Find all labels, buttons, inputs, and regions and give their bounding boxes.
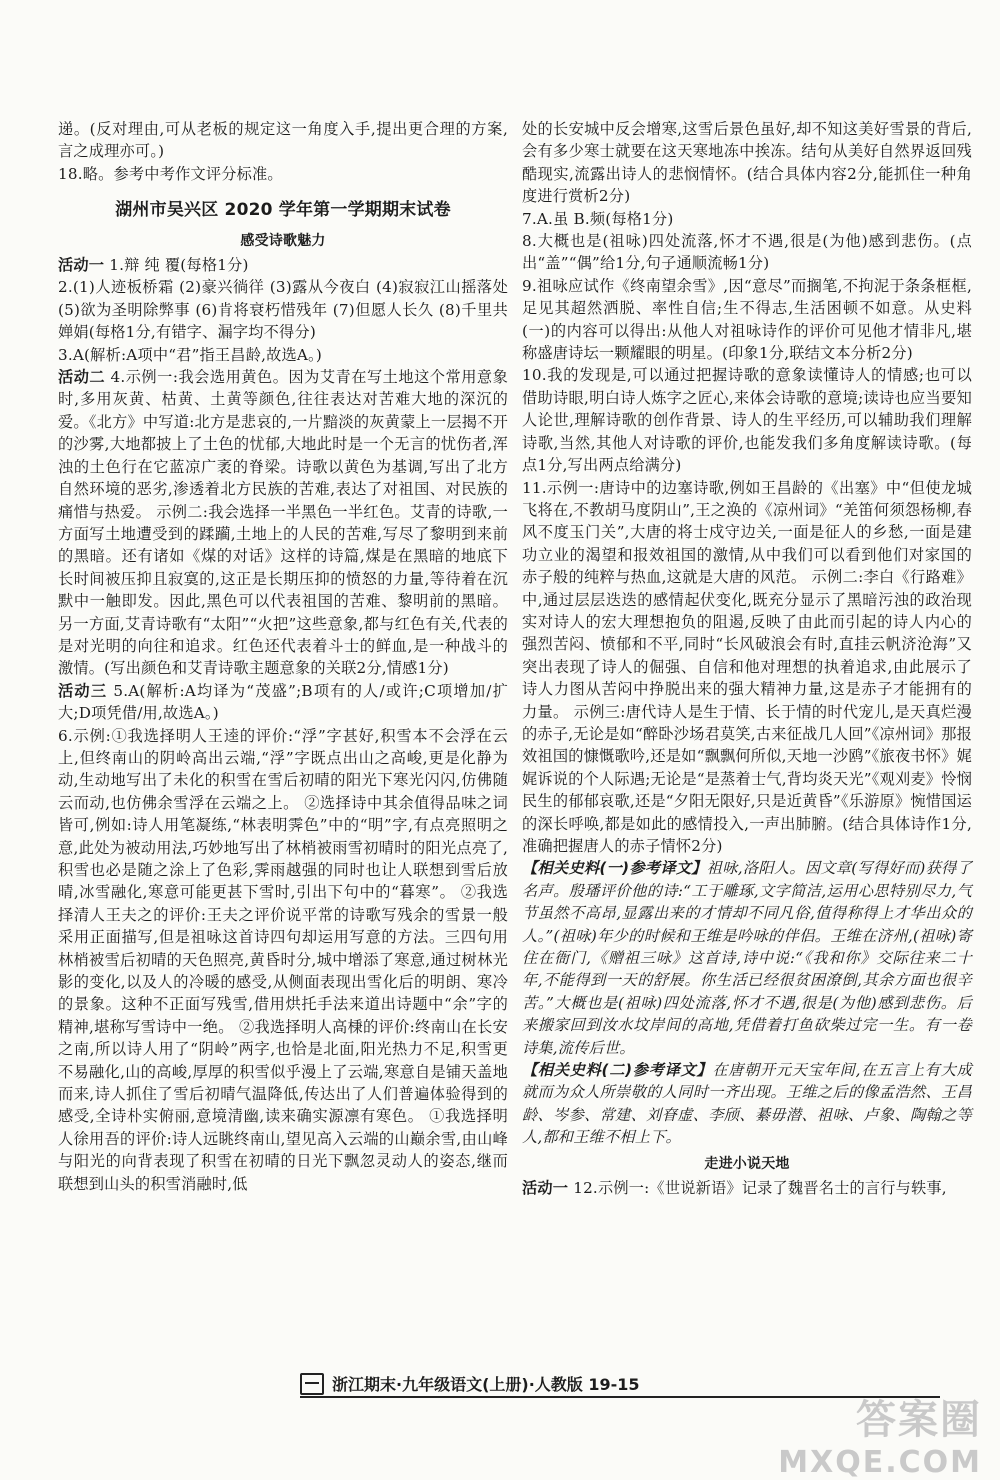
watermark-line: MXQE.COM: [778, 1445, 982, 1480]
reference-paragraph: [522, 857, 972, 1059]
paragraph: 6.示例:①我选择明人王逵的评价:“浮”字甚好,积雪本不会浮在云上,但终南山的阴岭高出云端,“浮”字既点出山之高峻,更是化静为动,生动地写出了未化的积雪在雪后初晴的阳光下寒光闪闪,仿佛随云而动,也仿佛余雪浮在云端之上。 ②选择诗中其余值得品味之词皆可,例如:诗人用笔凝练,“林表明霁色”中的“明”字,有点亮照明之意,此处为被动用法,巧妙地写出了林梢被雨雪初晴时的阳光点亮了,积雪也必是随之涂上了色彩,霁雨越强的同时也让人联想到雪后放晴,冰雪融化,寒意可能更甚下雪时,引出下句中的“暮寒”。 ②我选择清人王夫之的评价:王夫之评价说平常的诗歌写残余的雪景一般采用正面描写,但是祖咏这首诗四句却运用写意的方法。三四句用林梢被雪后初晴的天色照亮,黄昏时分,城中增添了寒意,通过树林光影的变化,以及人的冷暖的感受,从侧面表现出雪化后的明朗、寒冷的景象。这种不正面写残雪,借用烘托手法来道出诗题中“余”字的精神,堪称写雪诗中一绝。 ②我选择明人高棅的评价:终南山在长安之南,所以诗人用了“阴岭”两字,也恰是北面,阳光热力不足,积雪更不易融化,山的高峻,厚厚的积雪似乎漫上了云端,寒意自是铺天盖地而来,诗人抓住了雪后初晴气温降低,传达出了人们普遍体验得到的感受,全诗朴实俯丽,意境清幽,读来确实源凛有寒色。 ①我选择明人徐用吾的评价:诗人远眺终南山,望见高入云端的山巅余雪,由山峰与阳光的向背表现了积雪在初晴的日光下飘忽灵动人的姿态,继而联想到山头的积雪消融时,低: [58, 726, 508, 1193]
left-column: [58, 118, 508, 1195]
paragraph: 18.略。参考中考作文评分标准。: [58, 164, 283, 183]
paragraph: 2.(1)人迹板桥霜 (2)豪兴徜徉 (3)露从今夜白 (4)寂寂江山摇落处 (5)欲为圣明除弊事 (6)肯将衰朽惜残年 (7)但愿人长久 (8)千里共婵娟(每格1分,有错字、漏字均不得分): [58, 278, 508, 342]
reference-label: 【相关史料(二)参考译文】: [522, 1061, 713, 1080]
footer-text: 浙江期末·九年级语文(上册)·人教版 19-15: [332, 1375, 640, 1394]
activity-text: 1.辩 纯 覆(每格1分): [109, 256, 249, 275]
activity-text: 5.A(解析:A均译为“茂盛”;B项有的人/或许;C项增加/扩大;D项凭借/用,故选A。): [58, 681, 508, 723]
activity-paragraph: [58, 254, 508, 276]
paragraph: 9.祖咏应试作《终南望余雪》,因“意尽”而搁笔,不拘泥于条条框框,足见其超然洒脱、率性自信;生不得志,生活困顿不如意。从史料(一)的内容可以得出:从他人对祖咏诗作的评价可见他才情非凡,堪称盛唐诗坛一颗耀眼的明星。(印象1分,联结文本分析2分): [522, 276, 972, 363]
activity-label: 活动三: [58, 681, 108, 700]
exam-title: 湖州市吴兴区 2020 学年第一学期期末试卷: [115, 200, 451, 221]
paragraph: 8.大概也是(祖咏)四处流落,怀才不遇,很是(为他)感到悲伤。(点出“盖”“偶”给1分,句子通顺流畅1分): [522, 232, 972, 273]
activity-paragraph: [522, 1177, 972, 1199]
paragraph: 11.示例一:唐诗中的边塞诗歌,例如王昌龄的《出塞》中“但使龙城飞将在,不教胡马度阴山”,王之涣的《凉州词》“羌笛何须怨杨柳,春风不度玉门关”,大唐的将士戍守边关,一面是征人的乡愁,一面是建功立业的渴望和报效祖国的激情,从中我们可以看到他们对家国的赤子般的纯粹与热血,这就是大唐的风范。 示例二:李白《行路难》中,通过层层迭迭的感情起伏变化,既充分显示了黑暗污浊的政治现实对诗人的宏大理想抱负的阻遏,反映了由此而引起的诗人内心的强烈苦闷、愤郁和不平,同时“长风破浪会有时,直挂云帆济沧海”又突出表现了诗人的倔强、自信和他对理想的执着追求,由此展示了诗人力图从苦闷中挣脱出来的强大精神力量,这是赤子才能拥有的力量。 示例三:唐代诗人是生于情、长于情的时代宠儿,是天真烂漫的赤子,无论是如“醉卧沙场君莫笑,古来征战几人回”《凉州词》那报效祖国的慷慨歌吟,还是如“飘飘何所似,天地一沙鸥”《旅夜书怀》娓娓诉说的个人际遇;无论是“是蒸着士气,背均炎天光”《观刈麦》怜悯民生的郁郁哀歌,还是“夕阳无限好,只是近黄昏”《乐游原》惋惜国运的深长呼唤,都是如此的感情投入,一声出肺腑。(结合具体诗作1分,准确把握唐人的赤子情怀2分): [522, 478, 972, 855]
paragraph: 递。(反对理由,可从老板的规定这一角度入手,提出更合理的方案,言之成理亦可。): [58, 120, 508, 161]
paragraph: 处的长安城中反会增寒,这雪后景色虽好,却不知这美好雪景的背后,会有多少寒士就要在这天寒地冻中挨冻。结句从美好自然界返回残酷现实,流露出诗人的悲悯情怀。(结合具体内容2分,能抓住一种角度进行赏析2分): [522, 120, 972, 206]
paragraph: 7.A.虽 B.频(每格1分): [522, 209, 674, 228]
section-title: 走进小说天地: [704, 1155, 790, 1172]
reference-text: 在唐朝开元天宝年间,在五言上有大成就而为众人所崇敬的人同时一齐出现。王维之后的像孟浩然、王昌龄、岑参、常建、刘眘虚、李颀、綦毋潜、祖咏、卢象、陶翰之等人,都和王维不相上下。: [522, 1061, 972, 1147]
page-footer: [300, 1372, 640, 1395]
reference-label: 【相关史料(一)参考译文】: [522, 859, 707, 878]
activity-label: 活动一: [522, 1179, 569, 1198]
watermark: [778, 1388, 982, 1480]
reference-paragraph: [522, 1059, 972, 1149]
activity-label: 活动一: [58, 256, 105, 275]
book-icon: [300, 1373, 324, 1395]
activity-label: 活动二: [58, 368, 106, 387]
activity-paragraph: [58, 366, 508, 680]
paragraph: 10.我的发现是,可以通过把握诗歌的意象读懂诗人的情感;也可以借助诗眼,明白诗人炼字之匠心,来体会诗歌的意境;读诗也应当要知人论世,理解诗歌的创作背景、诗人的生平经历,可以辅助我们理解诗歌,当然,其他人对诗歌的评价,也能发我们多角度解读诗歌。(每点1分,写出两点给满分): [522, 366, 972, 475]
paragraph: 3.A(解析:A项中“君”指王昌龄,故选A。): [58, 345, 322, 364]
section-title: 感受诗歌魅力: [240, 232, 326, 249]
right-column: [522, 118, 972, 1200]
reference-text: 祖咏,洛阳人。因文章(写得好而)获得了名声。殷璠评价他的诗:“工于雕琢,文字简洁,运用心思特别尽力,气节虽然不高昂,显露出来的才情却不同凡俗,值得称得上才华出众的人。”(祖咏)年少的时候和王维是吟咏的伴侣。王维在济州,(祖咏)寄住在衙门,《赠祖三咏》这首诗,诗中说:“《我和你》交际往来二十年,不能得到一天的舒展。你生活已经很贫困潦倒,其余方面也很辛苦。”大概也是(祖咏)四处流落,怀才不遇,很是(为他)感到悲伤。后来搬家回到汝水坟岸间的高地,凭借着打鱼砍柴过完一生。有一卷诗集,流传后世。: [522, 859, 972, 1057]
activity-paragraph: [58, 680, 508, 725]
activity-text: 4.示例一:我会选用黄色。因为艾青在写土地这个常用意象时,多用灰黄、枯黄、土黄等颜色,往往表达对苦难大地的深沉的爱。《北方》中写道:北方是悲哀的,一片黯淡的灰黄蒙上一层揭不开的沙雾,大地都披上了土色的忧郁,大地此时是一个无言的忧伤者,浑浊的土色行在它蓝凉广袤的脊梁。诗歌以黄色为基调,写出了北方自然环境的恶劣,渗透着北方民族的苦难,表达了对祖国、对民族的痛惜与热爱。 示例二:我会选择一半黑色一半红色。艾青的诗歌,一方面写土地遭受到的蹂躏,土地上的人民的苦难,写尽了黎明到来前的黑暗。还有诸如《煤的对话》这样的诗篇,煤是在黑暗的地底下长时间被压抑且寂寞的,这正是长期压抑的愤怒的力量,等待着在沉默中一触即发。因此,黑色可以代表祖国的苦难、黎明前的黑暗。另一方面,艾青诗歌有“太阳”“火把”这些意象,都与红色有关,代表的是对光明的向往和追求。红色还代表着斗士的鲜血,是一种战斗的激情。(写出颜色和艾青诗歌主题意象的关联2分,情感1分): [58, 368, 508, 678]
activity-text: 12.示例一:《世说新语》记录了魏晋名士的言行与轶事,: [573, 1179, 947, 1198]
watermark-line: 答案圈: [856, 1397, 982, 1443]
